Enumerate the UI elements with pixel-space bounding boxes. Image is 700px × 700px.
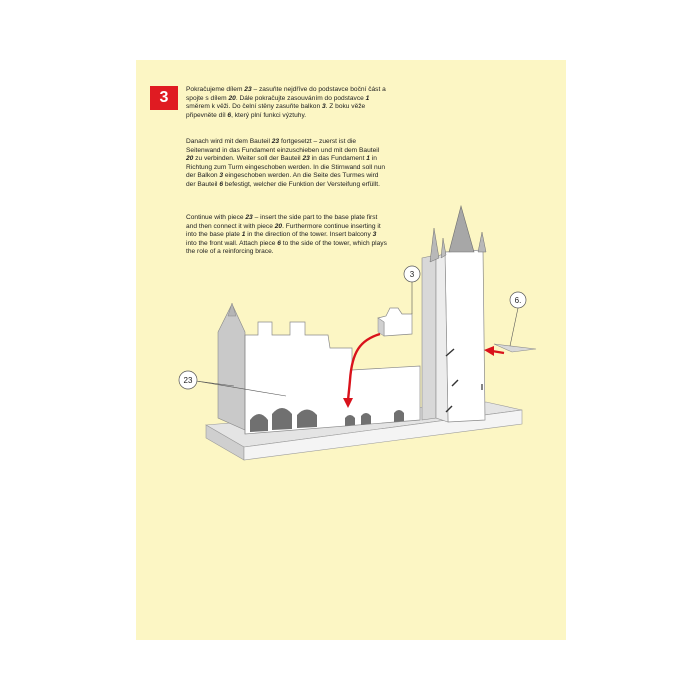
callout-balcony bbox=[404, 266, 420, 314]
brace-piece-6 bbox=[494, 344, 536, 352]
balcony-piece-3 bbox=[378, 308, 412, 336]
callout-brace bbox=[510, 292, 526, 346]
tower bbox=[422, 206, 486, 422]
instruction-text-czech: Pokračujeme dílem 23 – zasuňte nejdříve do podstavce boční část a spojte s dílem 20. Dále pokračujte zasouváním do podstavce 1 směrem k věži. Do čelní stěny zasuňte balkon 3. Z boku věže připevněte díl 6, který plní funkci výztuhy. bbox=[186, 86, 386, 119]
instruction-text-english: Continue with piece 23 – insert the side part to the base plate first and then connect it with piece 20. Furthermore continue inserting it into the base plate 1 in the direction of the tower. Insert balcony 3 into the front wall. Attach piece 6 to the side of the tower, which plays the role of a reinforcing brace. bbox=[186, 214, 387, 256]
instruction-text-german: Danach wird mit dem Bauteil 23 fortgesetzt – zuerst ist die Seitenwand in das Fundament einzuschieben und mit dem Bauteil 20 zu verbinden. Weiter soll der Bauteil 23 in das Fundament 1 in Richtung zum Turm eingeschoben werden. In die Stirnwand soll nun der Balkon 3 eingeschoben werden. An die Seite des Turmes wird der Bauteil 6 befestigt, welcher die Funktion der Versteifung erfüllt. bbox=[186, 138, 386, 188]
svg-text:6.: 6. bbox=[514, 296, 522, 305]
step-number-badge: 3 bbox=[150, 86, 178, 110]
svg-text:3: 3 bbox=[409, 270, 415, 279]
svg-text:23: 23 bbox=[183, 376, 193, 385]
